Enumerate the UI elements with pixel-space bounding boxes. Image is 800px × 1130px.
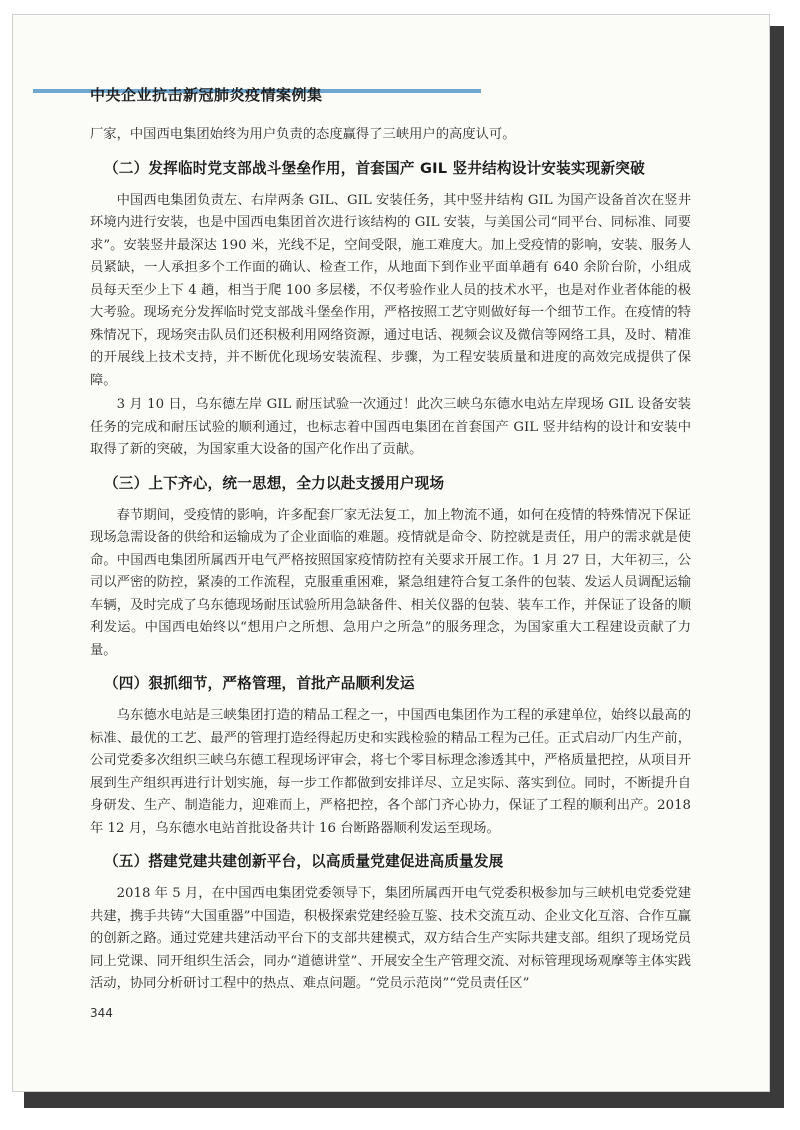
section-heading-3: （三）上下齐心，统一思想，全力以赴支援用户现场: [104, 474, 445, 492]
page-number: 344: [90, 1006, 113, 1020]
intro-paragraph: 厂家，中国西电集团始终为用户负责的态度赢得了三峡用户的高度认可。: [90, 127, 516, 142]
section-2-paragraph-1: 中国西电集团负责左、右岸两条 GIL、GIL 安装任务，其中竖井结构 GIL 为国产设备首次在竖井环境内进行安装，也是中国西电集团首次进行该结构的 GIL 安装，与美国公司“同平台、同标准、同要求”。安装竖井最深达 190 米，光线不足，空间受限，施工难度大。加上受疫情的影响，安装、服务人员紧缺，一人承担多个工作面的确认、检查工作，从地面下到作业平面单趟有 640 余阶台阶，小组成员每天至少上下 4 趟，相当于爬 100 多层楼，不仅考验作业人员的技术水平，也是对作业者体能的极大考验。现场充分发挥临时党支部战斗堡垒作用，严格按照工艺守则做好每一个细节工作。在疫情的特殊情况下，现场突击队员们还积极利用网络资源，通过电话、视频会议及微信等网络工具，及时、精准的开展线上技术支持，并不断优化现场安装流程、步骤，为工程安装质量和进度的高效完成提供了保障。: [90, 192, 691, 388]
section-5-paragraph-1: 2018 年 5 月，在中国西电集团党委领导下，集团所属西开电气党委积极参加与三峡机电党委党建共建，携手共铸“大国重器”中国造，积极探索党建经验互鉴、技术交流互动、企业文化互溶、合作互赢的创新之路。通过党建共建活动平台下的支部共建模式，双方结合生产实际共建支部。组织了现场党员同上党课、同开组织生活会，同办“道德讲堂”、开展安全生产管理交流、对标管理现场观摩等主体实践活动，协同分析研讨工程中的热点、难点问题。“党员示范岗”“党员责任区”: [90, 886, 691, 991]
page-body: [90, 124, 691, 998]
section-2-paragraph-2: 3 月 10 日，乌东德左岸 GIL 耐压试验一次通过！此次三峡乌东德水电站左岸现场 GIL 设备安装任务的完成和耐压试验的顺利通过，也标志着中国西电集团在首套国产 GIL 竖井结构的设计和安装中取得了新的突破，为国家重大设备的国产化作出了贡献。: [90, 397, 691, 457]
section-4-paragraph-1: 乌东德水电站是三峡集团打造的精品工程之一，中国西电集团作为工程的承建单位，始终以最高的标准、最优的工艺、最严的管理打造经得起历史和实践检验的精品工程为己任。正式启动厂内生产前，公司党委多次组织三峡乌东德工程现场评审会，将七个零目标理念渗透其中，严格质量把控，从项目开展到生产组织再进行计划实施，每一步工作都做到安排详尽、立足实际、落实到位。同时，不断提升自身研发、生产、制造能力，迎难而上，严格把控，各个部门齐心协力，保证了工程的顺利出产。2018 年 12 月，乌东德水电站首批设备共计 16 台断路器顺利发运至现场。: [90, 708, 691, 836]
section-heading-5: （五）搭建党建共建创新平台，以高质量党建促进高质量发展: [104, 853, 504, 870]
running-title: 中央企业抗击新冠肺炎疫情案例集: [90, 86, 323, 104]
section-3-paragraph-1: 春节期间，受疫情的影响，许多配套厂家无法复工，加上物流不通，如何在疫情的特殊情况下保证现场急需设备的供给和运输成为了企业面临的难题。疫情就是命令、防控就是责任，用户的需求就是使命。中国西电集团所属西开电气严格按照国家疫情防控有关要求开展工作。1 月 27 日，大年初三，公司以严密的防控，紧凑的工作流程，克服重重困难，紧急组建符合复工条件的包装、发运人员调配运输车辆，及时完成了乌东德现场耐压试验所用急缺备件、相关仪器的包装、装车工作，并保证了设备的顺利发运。中国西电始终以“想用户之所想、急用户之所急”的服务理念，为国家重大工程建设贡献了力量。: [90, 507, 691, 658]
section-heading-4: （四）狠抓细节，严格管理，首批产品顺利发运: [104, 675, 415, 692]
section-heading-2: （二）发挥临时党支部战斗堡垒作用，首套国产 GIL 竖井结构设计安装实现新突破: [104, 159, 645, 177]
